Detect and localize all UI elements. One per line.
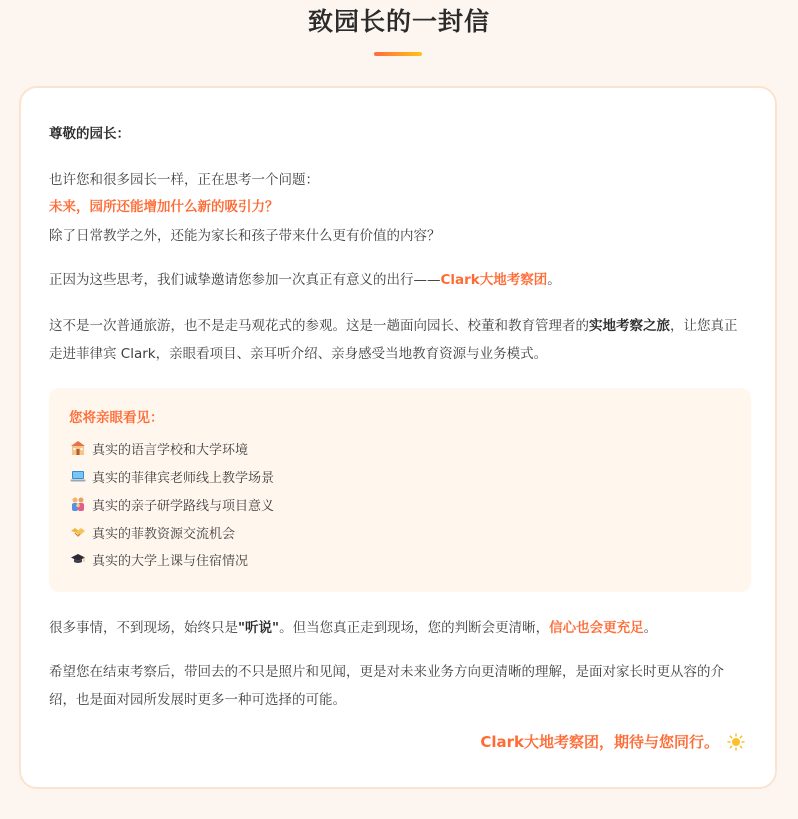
paragraph-4-bold: "听说" <box>238 620 280 636</box>
paragraph-3-text: 这不是一次普通旅游，也不是走马观花式的参观。这是一趟面向园长、校董和教育管理者的 <box>49 318 589 334</box>
paragraph-3-bold: 实地考察之旅 <box>589 318 670 334</box>
salutation: 尊敬的园长： <box>49 126 130 142</box>
closing-text: Clark大地考察团，期待与您同行。 <box>480 733 719 751</box>
page-title: 致园长的一封信 <box>307 7 490 36</box>
feature-item <box>69 548 248 570</box>
paragraph-4-text-2: 。但当您真正走到现场，您的判断会更清晰， <box>279 620 550 636</box>
feature-text: 真实的语言学校和大学环境 <box>92 442 249 458</box>
paragraph-2-end: 。 <box>547 272 561 288</box>
paragraph-4-accent: 信心也会更充足 <box>549 620 644 636</box>
paragraph-1-line-1: 也许您和很多园长一样，正在思考一个问题： <box>49 172 319 188</box>
graduation-cap-icon <box>69 550 87 568</box>
letter-card <box>19 86 777 789</box>
paragraph-1-line-3: 除了日常教学之外，还能为家长和孩子带来什么更有价值的内容？ <box>49 228 441 244</box>
feature-item <box>69 437 248 459</box>
paragraph-5: 希望您在结束考察后，带回去的不只是照片和见闻，更是对未来业务方向更清晰的理解，是面对家长时更从容的介绍，也是面对园所发展时更多一种可选择的可能。 <box>49 664 724 708</box>
school-icon <box>69 439 87 457</box>
paragraph-1-question: 未来，园所还能增加什么新的吸引力？ <box>49 199 279 215</box>
laptop-icon <box>69 467 87 485</box>
handshake-icon <box>69 523 87 541</box>
features-title: 您将亲眼看见： <box>69 410 164 426</box>
paragraph-2 <box>49 266 749 294</box>
brand-name: Clark大地考察团 <box>440 272 548 288</box>
paragraph-4 <box>49 614 749 642</box>
sun-icon <box>727 733 745 751</box>
paragraph-2-text: 正因为这些思考，我们诚挚邀请您参加一次真正有意义的出行—— <box>49 272 441 288</box>
paragraph-4-end: 。 <box>643 620 658 636</box>
paragraph-3 <box>49 312 749 368</box>
feature-item <box>69 521 235 543</box>
features-box <box>49 388 751 592</box>
feature-item <box>69 493 274 515</box>
feature-text: 真实的亲子研学路线与项目意义 <box>92 498 275 514</box>
feature-text: 真实的菲教资源交流机会 <box>92 526 236 542</box>
feature-item <box>69 465 274 487</box>
family-icon <box>69 495 87 513</box>
feature-text: 真实的菲律宾老师线上教学场景 <box>92 470 275 486</box>
title-underline <box>374 52 422 56</box>
closing-line <box>480 731 745 752</box>
feature-text: 真实的大学上课与住宿情况 <box>92 553 249 569</box>
paragraph-4-text: 很多事情，不到现场，始终只是 <box>49 620 238 636</box>
paragraph-3-text-2: ，让您真正走进菲律宾 Clark，亲眼看项目、亲耳听介绍、亲身感受当地教育资源与业务模式。 <box>49 318 738 362</box>
